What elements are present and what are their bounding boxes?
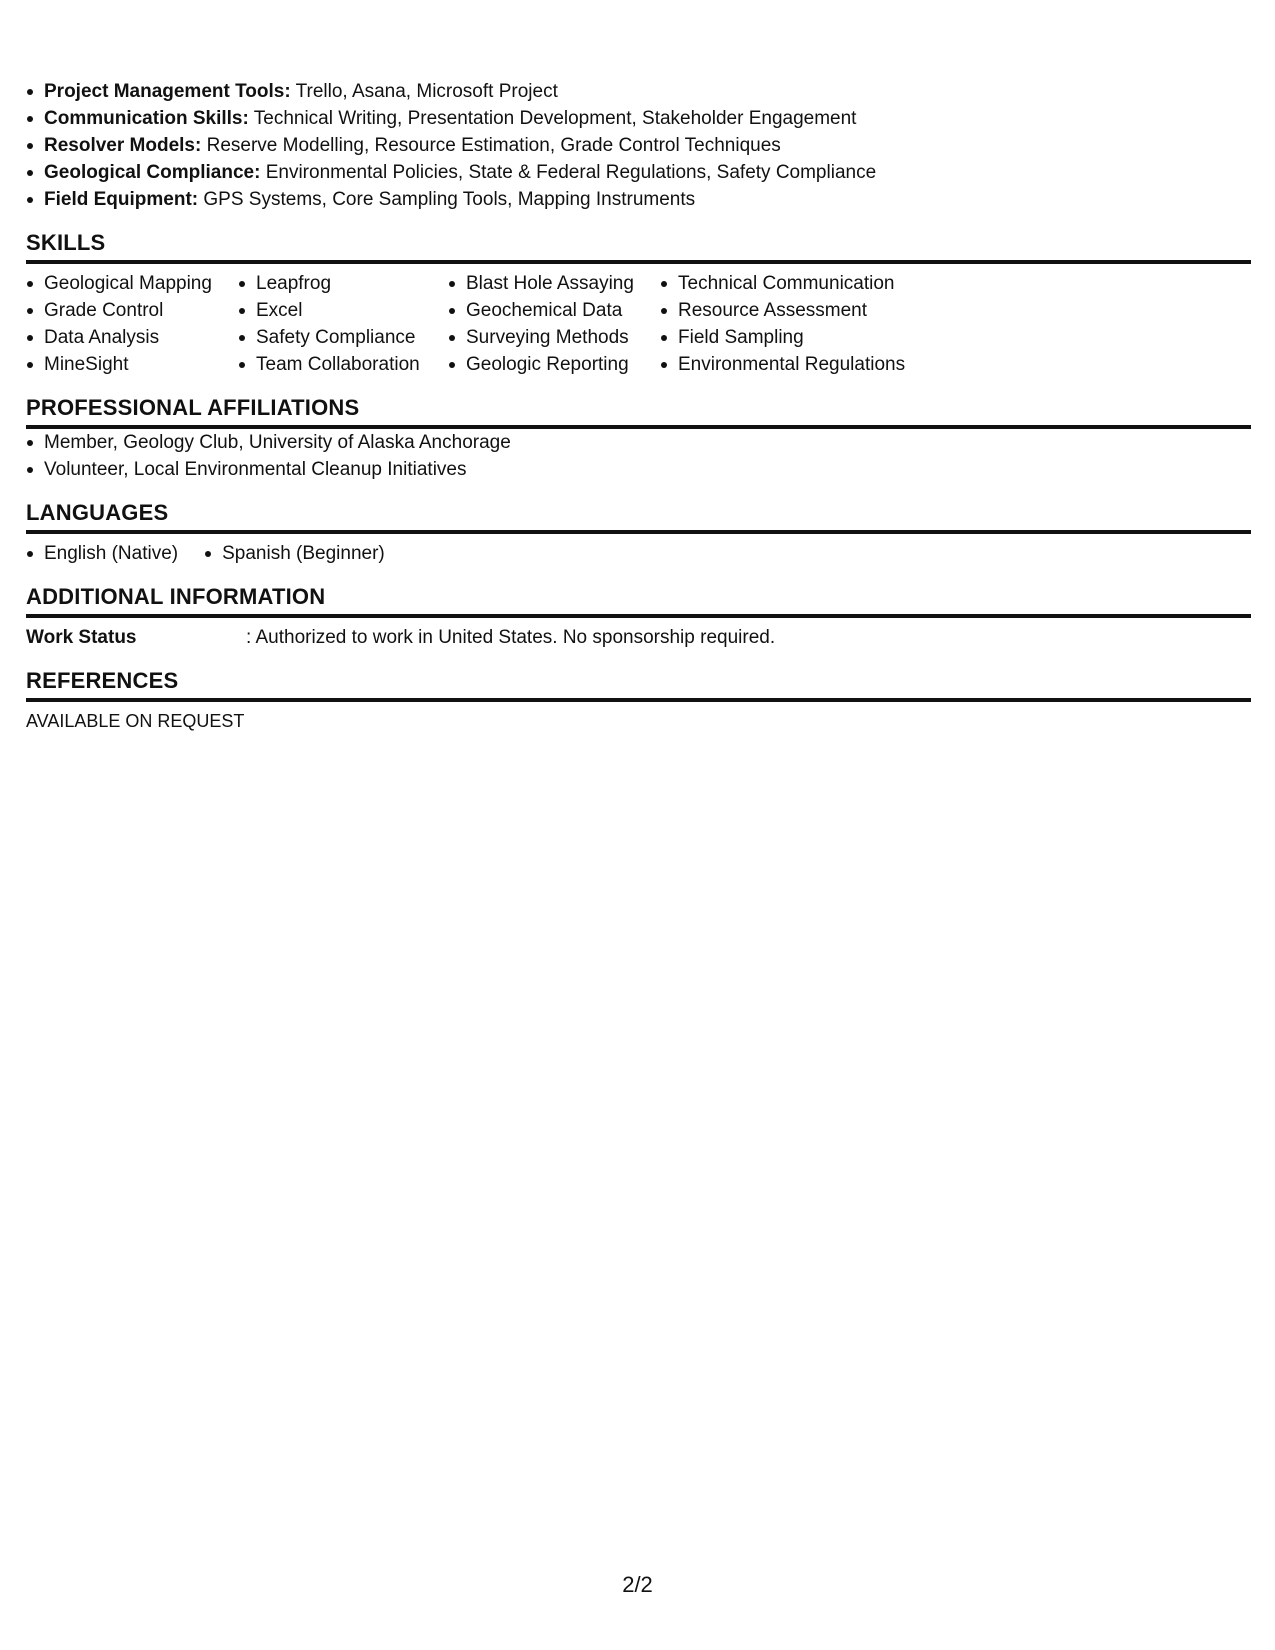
skill-item: Grade Control (26, 297, 238, 324)
list-item (26, 132, 1251, 159)
skill-item: Data Analysis (26, 324, 238, 351)
additional-info-heading: ADDITIONAL INFORMATION (26, 583, 1251, 618)
item-label: Communication Skills: (44, 108, 249, 129)
item-label: Field Equipment: (44, 189, 199, 210)
list-item (26, 186, 1251, 213)
skill-item: Excel (238, 297, 448, 324)
references-text: AVAILABLE ON REQUEST (26, 711, 245, 731)
work-status-value: : Authorized to work in United States. No sponsorship required. (246, 627, 776, 648)
item-text: Environmental Policies, State & Federal Regulations, Safety Compliance (265, 162, 877, 183)
skills-grid (26, 270, 1251, 378)
page-number: 2/2 (622, 1572, 653, 1597)
item-text: Trello, Asana, Microsoft Project (295, 81, 558, 102)
skill-item: Resource Assessment (660, 297, 940, 324)
skill-item: Geochemical Data (448, 297, 660, 324)
skills-column (660, 270, 940, 378)
skill-item: MineSight (26, 351, 238, 378)
skill-item: Team Collaboration (238, 351, 448, 378)
skills-column (448, 270, 660, 378)
skills-column (26, 270, 238, 378)
skill-item: Environmental Regulations (660, 351, 940, 378)
skill-item: Leapfrog (238, 270, 448, 297)
languages-heading: LANGUAGES (26, 499, 1251, 534)
item-text: GPS Systems, Core Sampling Tools, Mapping Instruments (203, 189, 696, 210)
item-text: Technical Writing, Presentation Development, Stakeholder Engagement (253, 108, 857, 129)
skill-item: Blast Hole Assaying (448, 270, 660, 297)
affiliations-list (26, 429, 1251, 483)
work-status-row (26, 624, 1251, 651)
skill-item: Technical Communication (660, 270, 940, 297)
skill-item: Geologic Reporting (448, 351, 660, 378)
languages-row (26, 540, 1251, 567)
affiliations-heading: PROFESSIONAL AFFILIATIONS (26, 394, 1251, 429)
item-label: Project Management Tools: (44, 81, 291, 102)
skill-item: Safety Compliance (238, 324, 448, 351)
work-status-label: Work Status (26, 627, 137, 648)
skill-item: Geological Mapping (26, 270, 238, 297)
affiliation-item: Member, Geology Club, University of Alaska Anchorage (26, 429, 1251, 456)
item-label: Geological Compliance: (44, 162, 261, 183)
language-item: English (Native) (26, 540, 178, 567)
skill-item: Field Sampling (660, 324, 940, 351)
tools-list (26, 78, 1251, 213)
skills-column (238, 270, 448, 378)
language-item: Spanish (Beginner) (204, 540, 385, 567)
languages-list (26, 540, 411, 567)
item-label: Resolver Models: (44, 135, 202, 156)
skill-item: Surveying Methods (448, 324, 660, 351)
affiliation-item: Volunteer, Local Environmental Cleanup Initiatives (26, 456, 1251, 483)
item-text: Reserve Modelling, Resource Estimation, Grade Control Techniques (206, 135, 781, 156)
skills-heading: SKILLS (26, 229, 1251, 264)
references-heading: REFERENCES (26, 667, 1251, 702)
list-item (26, 159, 1251, 186)
resume-page (26, 78, 1251, 735)
list-item (26, 105, 1251, 132)
list-item (26, 78, 1251, 105)
